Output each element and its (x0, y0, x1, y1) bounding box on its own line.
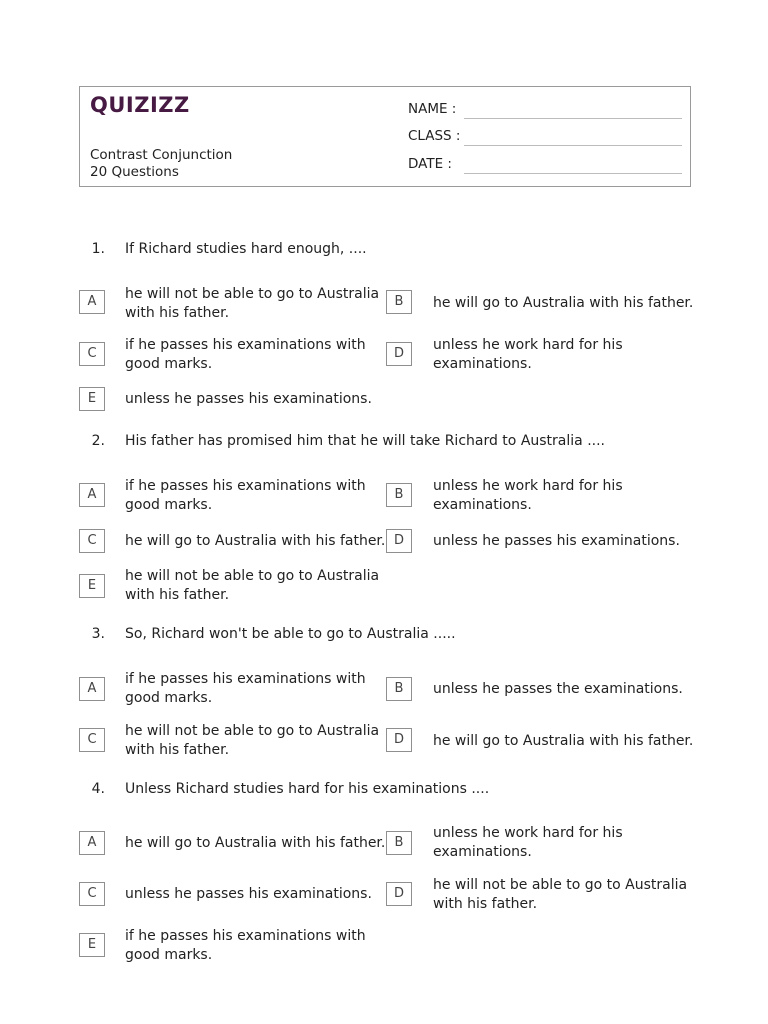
question-text: If Richard studies hard enough, .... (125, 241, 367, 257)
option-letter-b[interactable]: B (386, 290, 412, 314)
option-text: he will go to Australia with his father. (433, 733, 694, 749)
option-text: unless he passes his examinations. (125, 391, 372, 407)
option-text: unless he passes the examinations. (433, 681, 683, 697)
option-text: unless he work hard for his examinations. (433, 478, 623, 513)
option-text: he will not be able to go to Australia with his father. (125, 568, 380, 603)
option-letter-e[interactable]: E (79, 574, 105, 598)
option-letter-d[interactable]: D (386, 728, 412, 752)
option-letter-a[interactable]: A (79, 290, 105, 314)
worksheet-title: Contrast Conjunction (90, 147, 233, 163)
option-letter-a[interactable]: A (79, 831, 105, 855)
option-letter-b[interactable]: B (386, 483, 412, 507)
option-letter-c[interactable]: C (79, 529, 105, 553)
question-text: Unless Richard studies hard for his examinations .... (125, 781, 490, 797)
date-line[interactable] (464, 173, 682, 174)
option-text: unless he work hard for his examinations. (433, 825, 623, 860)
option-letter-e[interactable]: E (79, 933, 105, 957)
option-text: he will not be able to go to Australia with his father. (433, 877, 688, 912)
worksheet-header (79, 86, 691, 187)
option-letter-b[interactable]: B (386, 831, 412, 855)
option-letter-b[interactable]: B (386, 677, 412, 701)
class-field[interactable] (408, 127, 682, 147)
question-number: 4. (91, 781, 105, 797)
option-letter-d[interactable]: D (386, 529, 412, 553)
option-letter-a[interactable]: A (79, 483, 105, 507)
option-letter-d[interactable]: D (386, 882, 412, 906)
option-text: if he passes his examinations with good marks. (125, 928, 366, 963)
class-label: CLASS : (408, 128, 461, 144)
option-text: unless he passes his examinations. (433, 533, 680, 549)
option-text: he will go to Australia with his father. (125, 835, 386, 851)
date-label: DATE : (408, 156, 452, 172)
date-field[interactable] (408, 155, 682, 175)
option-text: he will go to Australia with his father. (125, 533, 386, 549)
option-text: he will go to Australia with his father. (433, 295, 694, 311)
option-text: he will not be able to go to Australia with his father. (125, 286, 380, 321)
class-line[interactable] (464, 145, 682, 146)
question-number: 3. (91, 626, 105, 642)
option-letter-c[interactable]: C (79, 342, 105, 366)
option-letter-e[interactable]: E (79, 387, 105, 411)
question-number: 2. (91, 433, 105, 449)
option-text: if he passes his examinations with good marks. (125, 337, 366, 372)
option-text: unless he work hard for his examinations. (433, 337, 623, 372)
option-letter-c[interactable]: C (79, 728, 105, 752)
question-number: 1. (91, 241, 105, 257)
question-text: His father has promised him that he will take Richard to Australia .... (125, 433, 605, 449)
option-letter-d[interactable]: D (386, 342, 412, 366)
option-text: he will not be able to go to Australia with his father. (125, 723, 380, 758)
name-label: NAME : (408, 101, 457, 117)
name-line[interactable] (464, 118, 682, 119)
option-text: unless he passes his examinations. (125, 886, 372, 902)
question-text: So, Richard won't be able to go to Australia ..... (125, 626, 456, 642)
option-text: if he passes his examinations with good marks. (125, 671, 366, 706)
option-letter-a[interactable]: A (79, 677, 105, 701)
option-letter-c[interactable]: C (79, 882, 105, 906)
quizizz-logo: QUIZIZZ (90, 93, 190, 117)
name-field[interactable] (408, 100, 682, 120)
question-count: 20 Questions (90, 164, 179, 180)
option-text: if he passes his examinations with good marks. (125, 478, 366, 513)
